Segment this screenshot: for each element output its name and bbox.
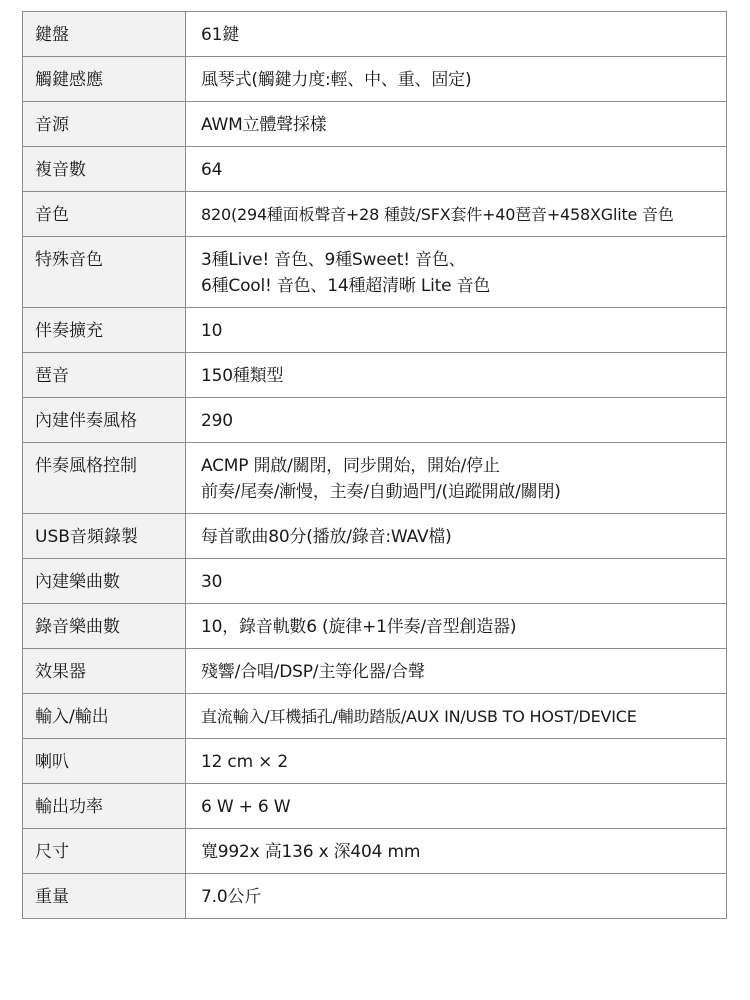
- spec-value: [186, 739, 727, 784]
- spec-row-weight: [23, 874, 727, 919]
- spec-row-special-voices: [23, 237, 727, 308]
- spec-table: [22, 11, 727, 919]
- spec-label: 內建伴奏風格: [23, 398, 186, 443]
- spec-row-voices: [23, 192, 727, 237]
- spec-row-recorded-songs: [23, 604, 727, 649]
- spec-value-line: 3種Live! 音色、9種Sweet! 音色、: [201, 250, 466, 270]
- spec-label: 觸鍵感應: [23, 57, 186, 102]
- spec-value-line: 6 W + 6 W: [201, 797, 291, 817]
- spec-value-line: 風琴式(觸鍵力度:輕、中、重、固定): [201, 70, 472, 90]
- spec-value: [186, 308, 727, 353]
- spec-value: [186, 874, 727, 919]
- spec-value-line: AWM立體聲採樣: [201, 115, 327, 135]
- spec-value: [186, 237, 727, 308]
- spec-label: 錄音樂曲數: [23, 604, 186, 649]
- spec-row-usb-audio-recording: [23, 514, 727, 559]
- spec-value: [186, 398, 727, 443]
- spec-value-line: 殘響/合唱/DSP/主等化器/合聲: [201, 662, 425, 682]
- spec-row-keyboard: [23, 12, 727, 57]
- spec-row-style-control: [23, 443, 727, 514]
- spec-label: 音源: [23, 102, 186, 147]
- spec-label: 重量: [23, 874, 186, 919]
- spec-value-line: ACMP 開啟/關閉，同步開始，開始/停止: [201, 456, 500, 476]
- spec-row-tone-source: [23, 102, 727, 147]
- spec-value-line: 寬992x 高136 x 深404 mm: [201, 842, 421, 862]
- spec-value: [186, 514, 727, 559]
- spec-value: [186, 192, 727, 237]
- spec-row-polyphony: [23, 147, 727, 192]
- spec-label: 伴奏風格控制: [23, 443, 186, 514]
- spec-row-expansion-styles: [23, 308, 727, 353]
- spec-value: [186, 559, 727, 604]
- spec-value-line: 12 cm × 2: [201, 752, 289, 772]
- spec-value-line: 10: [201, 321, 223, 341]
- spec-value-line: 150種類型: [201, 366, 284, 386]
- spec-value-line: 直流輸入/耳機插孔/輔助踏版/AUX IN/USB TO HOST/DEVICE: [201, 707, 637, 726]
- spec-label: 內建樂曲數: [23, 559, 186, 604]
- spec-value-line: 820(294種面板聲音+28 種鼓/SFX套件+40琶音+458XGlite 音色: [201, 205, 674, 224]
- spec-value: [186, 353, 727, 398]
- spec-row-speakers: [23, 739, 727, 784]
- spec-row-touch-response: [23, 57, 727, 102]
- spec-value: [186, 147, 727, 192]
- spec-row-effects: [23, 649, 727, 694]
- spec-label: 伴奏擴充: [23, 308, 186, 353]
- spec-value: [186, 829, 727, 874]
- spec-row-output-power: [23, 784, 727, 829]
- spec-row-preset-styles: [23, 398, 727, 443]
- spec-value-line: 6種Cool! 音色、14種超清晰 Lite 音色: [201, 276, 491, 296]
- spec-value-line: 64: [201, 160, 223, 180]
- spec-value-line: 30: [201, 572, 223, 592]
- spec-row-arpeggio: [23, 353, 727, 398]
- spec-value-line: 61鍵: [201, 25, 240, 45]
- spec-value-line: 290: [201, 411, 233, 431]
- spec-label: 鍵盤: [23, 12, 186, 57]
- spec-label: 音色: [23, 192, 186, 237]
- spec-label: 琶音: [23, 353, 186, 398]
- spec-value: [186, 443, 727, 514]
- spec-label: 特殊音色: [23, 237, 186, 308]
- spec-label: 效果器: [23, 649, 186, 694]
- spec-value: [186, 102, 727, 147]
- spec-row-preset-songs: [23, 559, 727, 604]
- spec-value: [186, 694, 727, 739]
- spec-value: [186, 57, 727, 102]
- spec-value-line: 10，錄音軌數6 (旋律+1伴奏/音型創造器): [201, 617, 517, 637]
- spec-value-line: 前奏/尾奏/漸慢，主奏/自動過門/(追蹤開啟/關閉): [201, 482, 561, 502]
- spec-label: USB音頻錄製: [23, 514, 186, 559]
- spec-label: 喇叭: [23, 739, 186, 784]
- spec-row-dimensions: [23, 829, 727, 874]
- spec-label: 輸入/輸出: [23, 694, 186, 739]
- spec-row-io: [23, 694, 727, 739]
- spec-label: 複音數: [23, 147, 186, 192]
- spec-value: [186, 784, 727, 829]
- spec-value: [186, 649, 727, 694]
- spec-value-line: 7.0公斤: [201, 887, 262, 907]
- spec-label: 輸出功率: [23, 784, 186, 829]
- spec-value: [186, 604, 727, 649]
- spec-value: [186, 12, 727, 57]
- spec-value-line: 每首歌曲80分(播放/錄音:WAV檔): [201, 527, 452, 547]
- spec-label: 尺寸: [23, 829, 186, 874]
